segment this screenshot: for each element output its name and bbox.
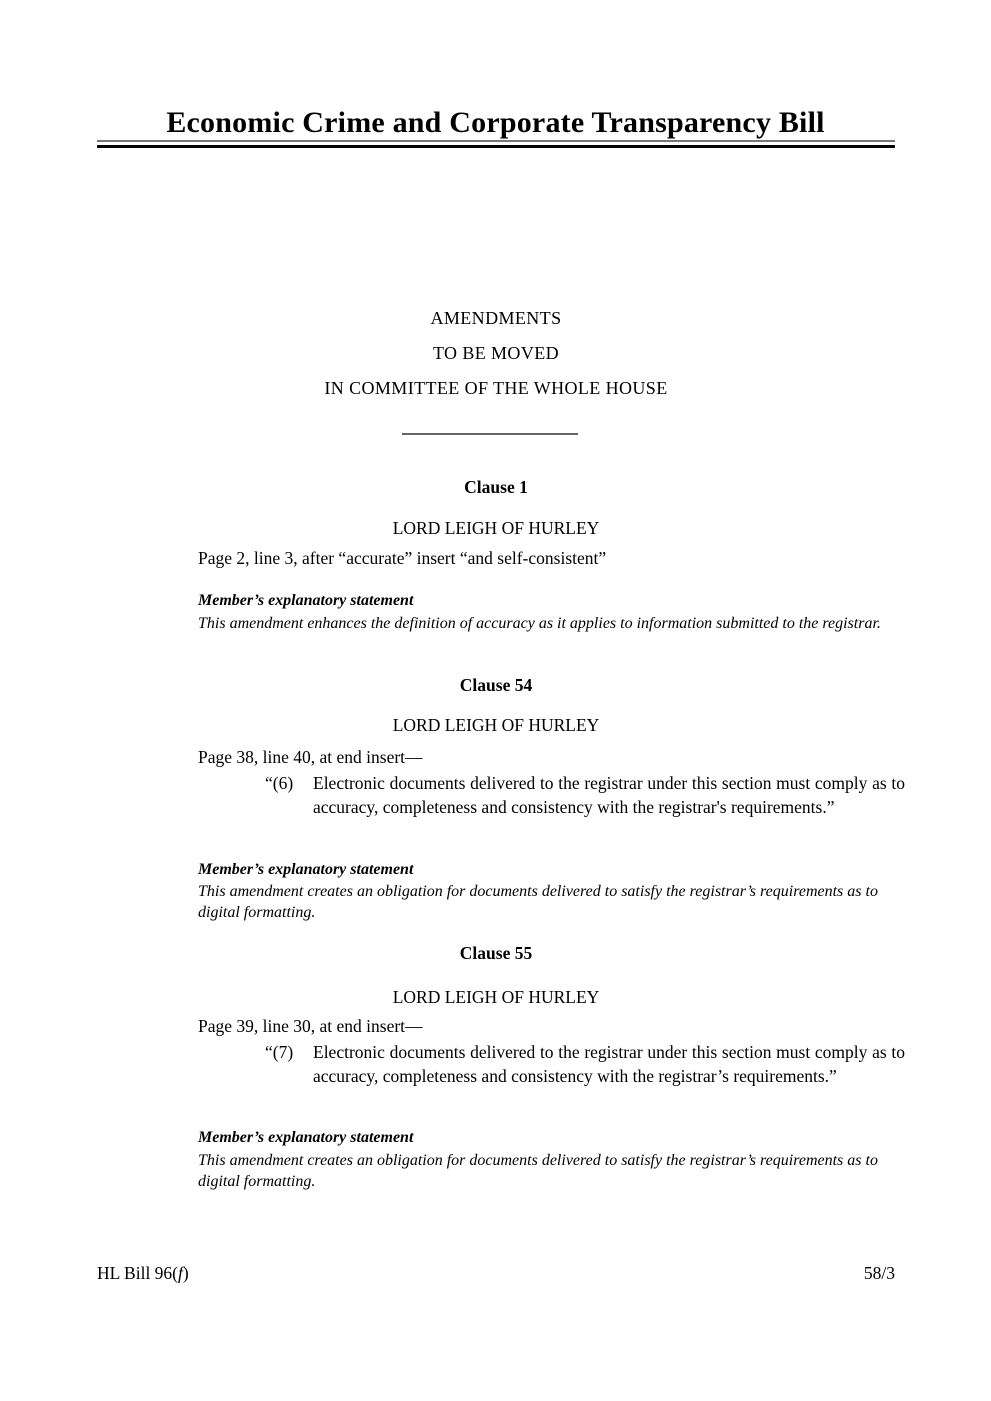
clause-54-amendment-instruction: Page 38, line 40, at end insert— xyxy=(198,747,423,767)
clause-54-explanatory-heading: Member’s explanatory statement xyxy=(198,861,414,878)
doc-heading-committee: IN COMMITTEE OF THE WHOLE HOUSE xyxy=(324,378,668,398)
doc-heading-amendments: AMENDMENTS xyxy=(430,308,562,328)
clause-54-subsection-marker: “(6) xyxy=(265,773,294,793)
clause-54-inserted-text: Electronic documents delivered to the registrar under this section must comply as to accuracy, completeness and consistency with the registrar's requirements.” xyxy=(313,773,905,817)
clause-55-subsection-marker: “(7) xyxy=(265,1042,294,1062)
footer-bill-reference-letter: f xyxy=(178,1263,183,1283)
footer-running-number: 58/3 xyxy=(863,1263,895,1283)
clause-1-heading: Clause 1 xyxy=(464,477,528,497)
clause-54-heading: Clause 54 xyxy=(459,675,533,695)
clause-55-heading: Clause 55 xyxy=(459,943,533,963)
clause-55-sponsor: LORD LEIGH OF HURLEY xyxy=(392,987,600,1007)
footer-bill-reference xyxy=(97,1263,189,1284)
clause-54-inserted-text-block xyxy=(265,772,905,819)
clause-54-explanatory-text: This amendment creates an obligation for documents delivered to satisfy the registrar’s requirements as to digital formatting. xyxy=(198,883,878,921)
clause-1-explanatory-text: This amendment enhances the definition of accuracy as it applies to information submitted to the registrar. xyxy=(198,615,881,632)
clause-54-sponsor: LORD LEIGH OF HURLEY xyxy=(392,715,600,735)
footer-bill-reference-suffix: ) xyxy=(182,1263,189,1283)
clause-1-explanatory-heading: Member’s explanatory statement xyxy=(198,592,414,609)
clause-55-explanatory-text: This amendment creates an obligation for documents delivered to satisfy the registrar’s requirements as to digital formatting. xyxy=(198,1152,878,1190)
page-footer xyxy=(97,1263,895,1284)
clause-55-inserted-text: Electronic documents delivered to the registrar under this section must comply as to accuracy, completeness and consistency with the registrar’s requirements.” xyxy=(313,1042,905,1086)
clause-55-explanatory-heading: Member’s explanatory statement xyxy=(198,1129,414,1146)
clause-1-sponsor: LORD LEIGH OF HURLEY xyxy=(392,518,600,538)
page-title: Economic Crime and Corporate Transparency Bill xyxy=(166,106,825,139)
doc-heading-to-be-moved: TO BE MOVED xyxy=(432,343,560,363)
title-double-rule xyxy=(97,140,895,148)
section-separator-rule xyxy=(402,433,578,435)
clause-1-amendment-instruction: Page 2, line 3, after “accurate” insert “and self-consistent” xyxy=(198,548,607,568)
clause-55-amendment-instruction: Page 39, line 30, at end insert— xyxy=(198,1016,423,1036)
clause-55-inserted-text-block xyxy=(265,1041,905,1088)
footer-bill-reference-prefix: HL Bill 96( xyxy=(97,1263,179,1283)
